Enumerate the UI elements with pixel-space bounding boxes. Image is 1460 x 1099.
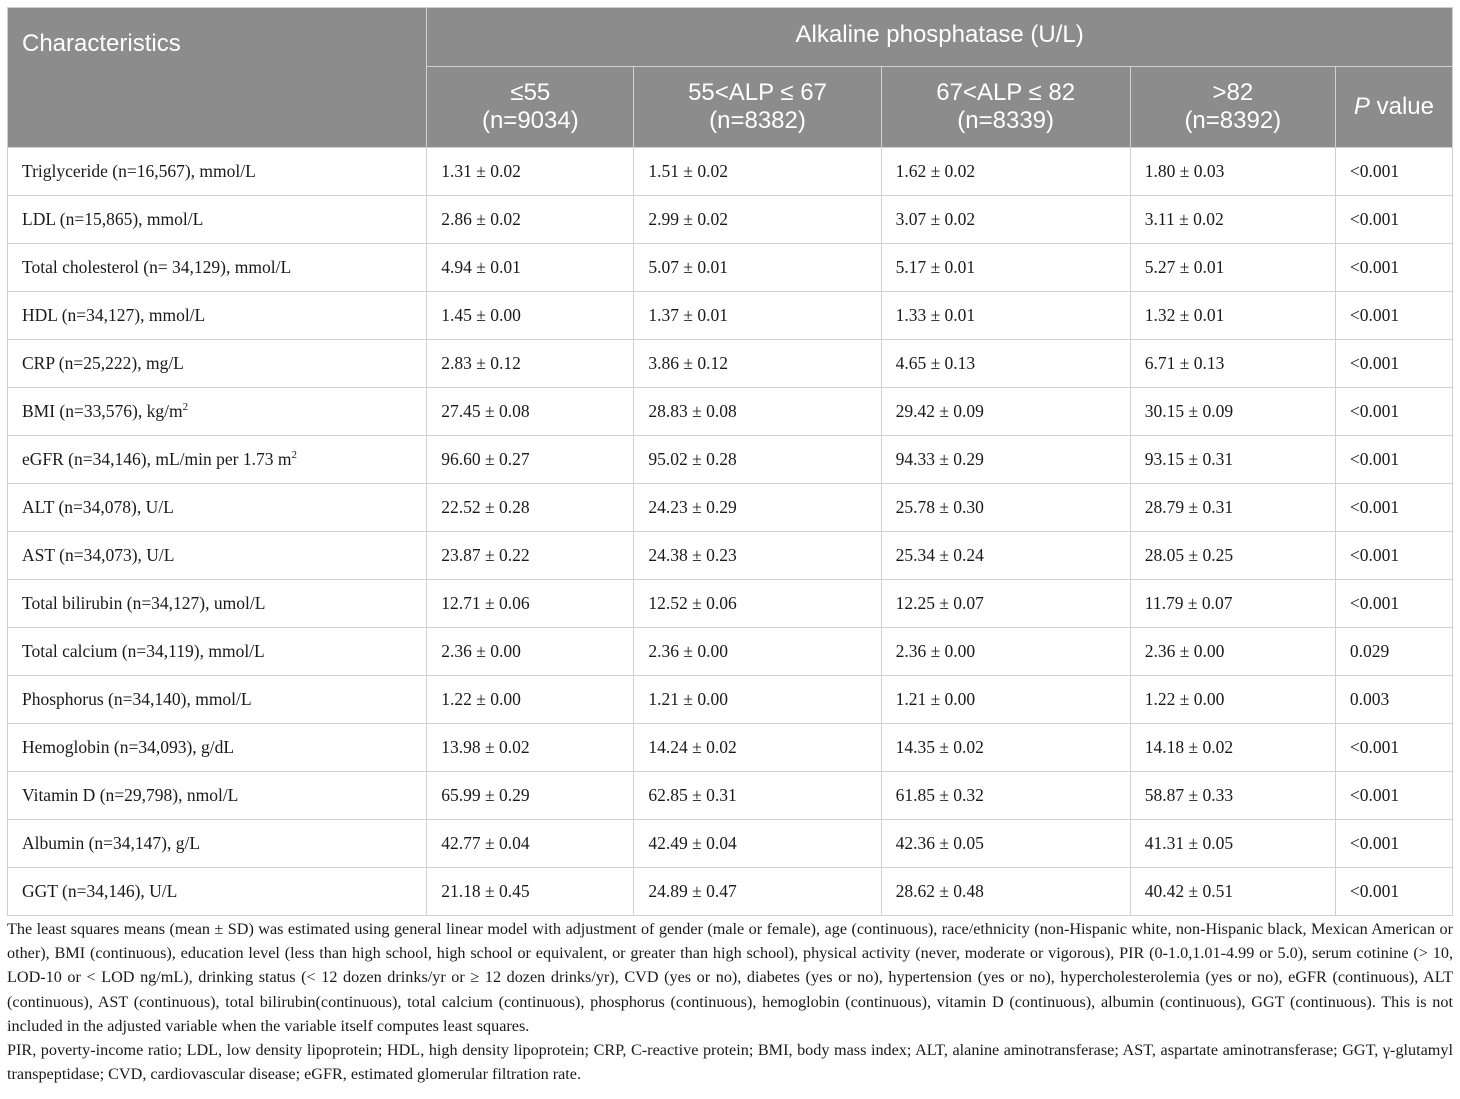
cell-value: 22.52 ± 0.28 — [427, 484, 634, 532]
row-label-text: Hemoglobin (n=34,093), g/dL — [22, 737, 235, 757]
results-table — [7, 7, 1453, 916]
cell-value: 1.37 ± 0.01 — [634, 292, 881, 340]
row-label — [8, 148, 427, 196]
footnote-method: The least squares means (mean ± SD) was estimated using general linear model with adjustment of gender (male or female), age (continuous), race/ethnicity (non-Hispanic white, non-Hispanic black, Mexican American or other), BMI (continuous), education level (less than high school, high school or equivalent, or greater than high school), physical activity (never, moderate or vigorous), PIR (0-1.0,1.01-4.99 or 5.0), serum cotinine (> 10, LOD-10 or < LOD ng/mL), drinking status (< 12 dozen drinks/yr or ≥ 12 dozen drinks/yr), CVD (yes or no), diabetes (yes or no), hypertension (yes or no), hypercholesterolemia (yes or no), eGFR (continuous), ALT (continuous), AST (continuous), total bilirubin(continuous), total calcium (continuous), phosphorus (continuous), hemoglobin (continuous), vitamin D (continuous), albumin (continuous), GGT (continuous). This is not included in the adjusted variable when the variable itself computes least squares. — [7, 920, 1453, 1035]
row-label-text: BMI (n=33,576), kg/m — [22, 401, 183, 421]
cell-p-value: <0.001 — [1335, 484, 1452, 532]
group-header-1 — [427, 67, 634, 148]
table-row — [8, 820, 1453, 868]
group-label: 67<ALP ≤ 82 — [936, 79, 1076, 106]
cell-p-value: <0.001 — [1335, 580, 1452, 628]
group-header-2 — [634, 67, 881, 148]
cell-value: 96.60 ± 0.27 — [427, 436, 634, 484]
cell-value: 30.15 ± 0.09 — [1130, 388, 1335, 436]
cell-p-value: <0.001 — [1335, 340, 1452, 388]
cell-value: 24.89 ± 0.47 — [634, 868, 881, 916]
cell-value: 65.99 ± 0.29 — [427, 772, 634, 820]
cell-value: 1.32 ± 0.01 — [1130, 292, 1335, 340]
cell-value: 3.86 ± 0.12 — [634, 340, 881, 388]
cell-value: 2.99 ± 0.02 — [634, 196, 881, 244]
cell-value: 1.80 ± 0.03 — [1130, 148, 1335, 196]
table-row — [8, 244, 1453, 292]
cell-value: 1.22 ± 0.00 — [1130, 676, 1335, 724]
cell-value: 28.83 ± 0.08 — [634, 388, 881, 436]
footnotes — [7, 917, 1453, 1086]
cell-p-value: <0.001 — [1335, 868, 1452, 916]
cell-value: 11.79 ± 0.07 — [1130, 580, 1335, 628]
cell-value: 14.24 ± 0.02 — [634, 724, 881, 772]
cell-value: 6.71 ± 0.13 — [1130, 340, 1335, 388]
cell-value: 14.18 ± 0.02 — [1130, 724, 1335, 772]
table-row — [8, 388, 1453, 436]
row-label — [8, 676, 427, 724]
row-label-text: Phosphorus (n=34,140), mmol/L — [22, 689, 252, 709]
row-label — [8, 436, 427, 484]
cell-value: 4.94 ± 0.01 — [427, 244, 634, 292]
cell-p-value: <0.001 — [1335, 292, 1452, 340]
table-row — [8, 724, 1453, 772]
cell-value: 13.98 ± 0.02 — [427, 724, 634, 772]
table-row — [8, 532, 1453, 580]
cell-p-value: <0.001 — [1335, 436, 1452, 484]
cell-value: 2.36 ± 0.00 — [427, 628, 634, 676]
row-label-text: eGFR (n=34,146), mL/min per 1.73 m — [22, 449, 292, 469]
cell-value: 58.87 ± 0.33 — [1130, 772, 1335, 820]
cell-value: 2.36 ± 0.00 — [881, 628, 1130, 676]
group-header-3 — [881, 67, 1130, 148]
cell-value: 1.22 ± 0.00 — [427, 676, 634, 724]
cell-value: 21.18 ± 0.45 — [427, 868, 634, 916]
table-row — [8, 484, 1453, 532]
cell-value: 14.35 ± 0.02 — [881, 724, 1130, 772]
cell-value: 1.51 ± 0.02 — [634, 148, 881, 196]
alkaline-phosphatase-header: Alkaline phosphatase (U/L) — [427, 8, 1453, 67]
cell-p-value: <0.001 — [1335, 820, 1452, 868]
table-row — [8, 676, 1453, 724]
table-row — [8, 772, 1453, 820]
row-label-text: GGT (n=34,146), U/L — [22, 881, 178, 901]
row-label-text: AST (n=34,073), U/L — [22, 545, 175, 565]
cell-value: 5.07 ± 0.01 — [634, 244, 881, 292]
group-n: (n=8339) — [957, 107, 1055, 134]
cell-value: 93.15 ± 0.31 — [1130, 436, 1335, 484]
group-label: 55<ALP ≤ 67 — [688, 79, 827, 106]
cell-value: 27.45 ± 0.08 — [427, 388, 634, 436]
cell-value: 2.36 ± 0.00 — [1130, 628, 1335, 676]
cell-value: 2.86 ± 0.02 — [427, 196, 634, 244]
cell-value: 1.33 ± 0.01 — [881, 292, 1130, 340]
cell-value: 25.34 ± 0.24 — [881, 532, 1130, 580]
cell-value: 42.36 ± 0.05 — [881, 820, 1130, 868]
row-label — [8, 868, 427, 916]
p-value-rest: value — [1369, 93, 1434, 120]
cell-value: 25.78 ± 0.30 — [881, 484, 1130, 532]
group-label: ≤55 — [510, 79, 551, 106]
cell-value: 28.05 ± 0.25 — [1130, 532, 1335, 580]
cell-value: 23.87 ± 0.22 — [427, 532, 634, 580]
cell-value: 94.33 ± 0.29 — [881, 436, 1130, 484]
row-label — [8, 580, 427, 628]
row-label-superscript: 2 — [182, 401, 189, 414]
cell-p-value: <0.001 — [1335, 772, 1452, 820]
table-row — [8, 628, 1453, 676]
table-row — [8, 436, 1453, 484]
p-value-italic: P — [1353, 93, 1370, 120]
group-label: >82 — [1212, 79, 1254, 106]
row-label — [8, 196, 427, 244]
cell-value: 95.02 ± 0.28 — [634, 436, 881, 484]
row-label — [8, 292, 427, 340]
cell-value: 28.62 ± 0.48 — [881, 868, 1130, 916]
table-row — [8, 148, 1453, 196]
cell-value: 62.85 ± 0.31 — [634, 772, 881, 820]
table-row — [8, 868, 1453, 916]
table-row — [8, 292, 1453, 340]
cell-p-value: <0.001 — [1335, 196, 1452, 244]
cell-p-value: <0.001 — [1335, 148, 1452, 196]
cell-value: 4.65 ± 0.13 — [881, 340, 1130, 388]
cell-p-value: <0.001 — [1335, 388, 1452, 436]
row-label — [8, 244, 427, 292]
row-label-text: LDL (n=15,865), mmol/L — [22, 209, 204, 229]
table-row — [8, 580, 1453, 628]
group-header-4 — [1130, 67, 1335, 148]
cell-value: 1.45 ± 0.00 — [427, 292, 634, 340]
row-label — [8, 772, 427, 820]
row-label — [8, 724, 427, 772]
row-label-text: HDL (n=34,127), mmol/L — [22, 305, 206, 325]
row-label-text: Triglyceride (n=16,567), mmol/L — [22, 161, 256, 181]
footnote-abbreviations: PIR, poverty-income ratio; LDL, low density lipoprotein; HDL, high density lipoprotein; CRP, C-reactive protein; BMI, body mass index; ALT, alanine aminotransferase; AST, aspartate aminotransferase; GGT, γ-glutamyl transpeptidase; CVD, cardiovascular disease; eGFR, estimated glomerular filtration rate. — [7, 1041, 1453, 1084]
cell-value: 1.21 ± 0.00 — [881, 676, 1130, 724]
cell-value: 40.42 ± 0.51 — [1130, 868, 1335, 916]
row-label — [8, 628, 427, 676]
group-n: (n=8392) — [1184, 107, 1282, 134]
row-label-text: Total bilirubin (n=34,127), umol/L — [22, 593, 266, 613]
cell-value: 61.85 ± 0.32 — [881, 772, 1130, 820]
table-body — [8, 148, 1453, 916]
cell-value: 12.71 ± 0.06 — [427, 580, 634, 628]
cell-value: 2.36 ± 0.00 — [634, 628, 881, 676]
row-label — [8, 340, 427, 388]
cell-value: 1.31 ± 0.02 — [427, 148, 634, 196]
cell-value: 24.38 ± 0.23 — [634, 532, 881, 580]
cell-value: 3.11 ± 0.02 — [1130, 196, 1335, 244]
cell-value: 41.31 ± 0.05 — [1130, 820, 1335, 868]
row-label — [8, 820, 427, 868]
row-label-text: Vitamin D (n=29,798), nmol/L — [22, 785, 239, 805]
cell-value: 42.77 ± 0.04 — [427, 820, 634, 868]
cell-value: 3.07 ± 0.02 — [881, 196, 1130, 244]
cell-p-value: <0.001 — [1335, 532, 1452, 580]
cell-value: 1.21 ± 0.00 — [634, 676, 881, 724]
cell-value: 5.27 ± 0.01 — [1130, 244, 1335, 292]
row-label-text: Total calcium (n=34,119), mmol/L — [22, 641, 265, 661]
table-row — [8, 196, 1453, 244]
p-value-header — [1335, 67, 1452, 148]
cell-p-value: 0.029 — [1335, 628, 1452, 676]
cell-value: 2.83 ± 0.12 — [427, 340, 634, 388]
group-n: (n=9034) — [481, 107, 579, 134]
cell-p-value: <0.001 — [1335, 244, 1452, 292]
cell-value: 1.62 ± 0.02 — [881, 148, 1130, 196]
row-label-text: CRP (n=25,222), mg/L — [22, 353, 184, 373]
row-label-text: Albumin (n=34,147), g/L — [22, 833, 201, 853]
table-row — [8, 340, 1453, 388]
row-label — [8, 388, 427, 436]
row-label — [8, 532, 427, 580]
cell-value: 24.23 ± 0.29 — [634, 484, 881, 532]
row-label — [8, 484, 427, 532]
characteristics-header: Characteristics — [8, 8, 427, 148]
cell-value: 28.79 ± 0.31 — [1130, 484, 1335, 532]
row-label-superscript: 2 — [291, 449, 297, 462]
cell-p-value: <0.001 — [1335, 724, 1452, 772]
cell-value: 42.49 ± 0.04 — [634, 820, 881, 868]
row-label-text: Total cholesterol (n= 34,129), mmol/L — [22, 257, 292, 277]
cell-value: 12.52 ± 0.06 — [634, 580, 881, 628]
cell-p-value: 0.003 — [1335, 676, 1452, 724]
cell-value: 29.42 ± 0.09 — [881, 388, 1130, 436]
group-n: (n=8382) — [709, 107, 806, 134]
row-label-text: ALT (n=34,078), U/L — [22, 497, 174, 517]
cell-value: 12.25 ± 0.07 — [881, 580, 1130, 628]
cell-value: 5.17 ± 0.01 — [881, 244, 1130, 292]
